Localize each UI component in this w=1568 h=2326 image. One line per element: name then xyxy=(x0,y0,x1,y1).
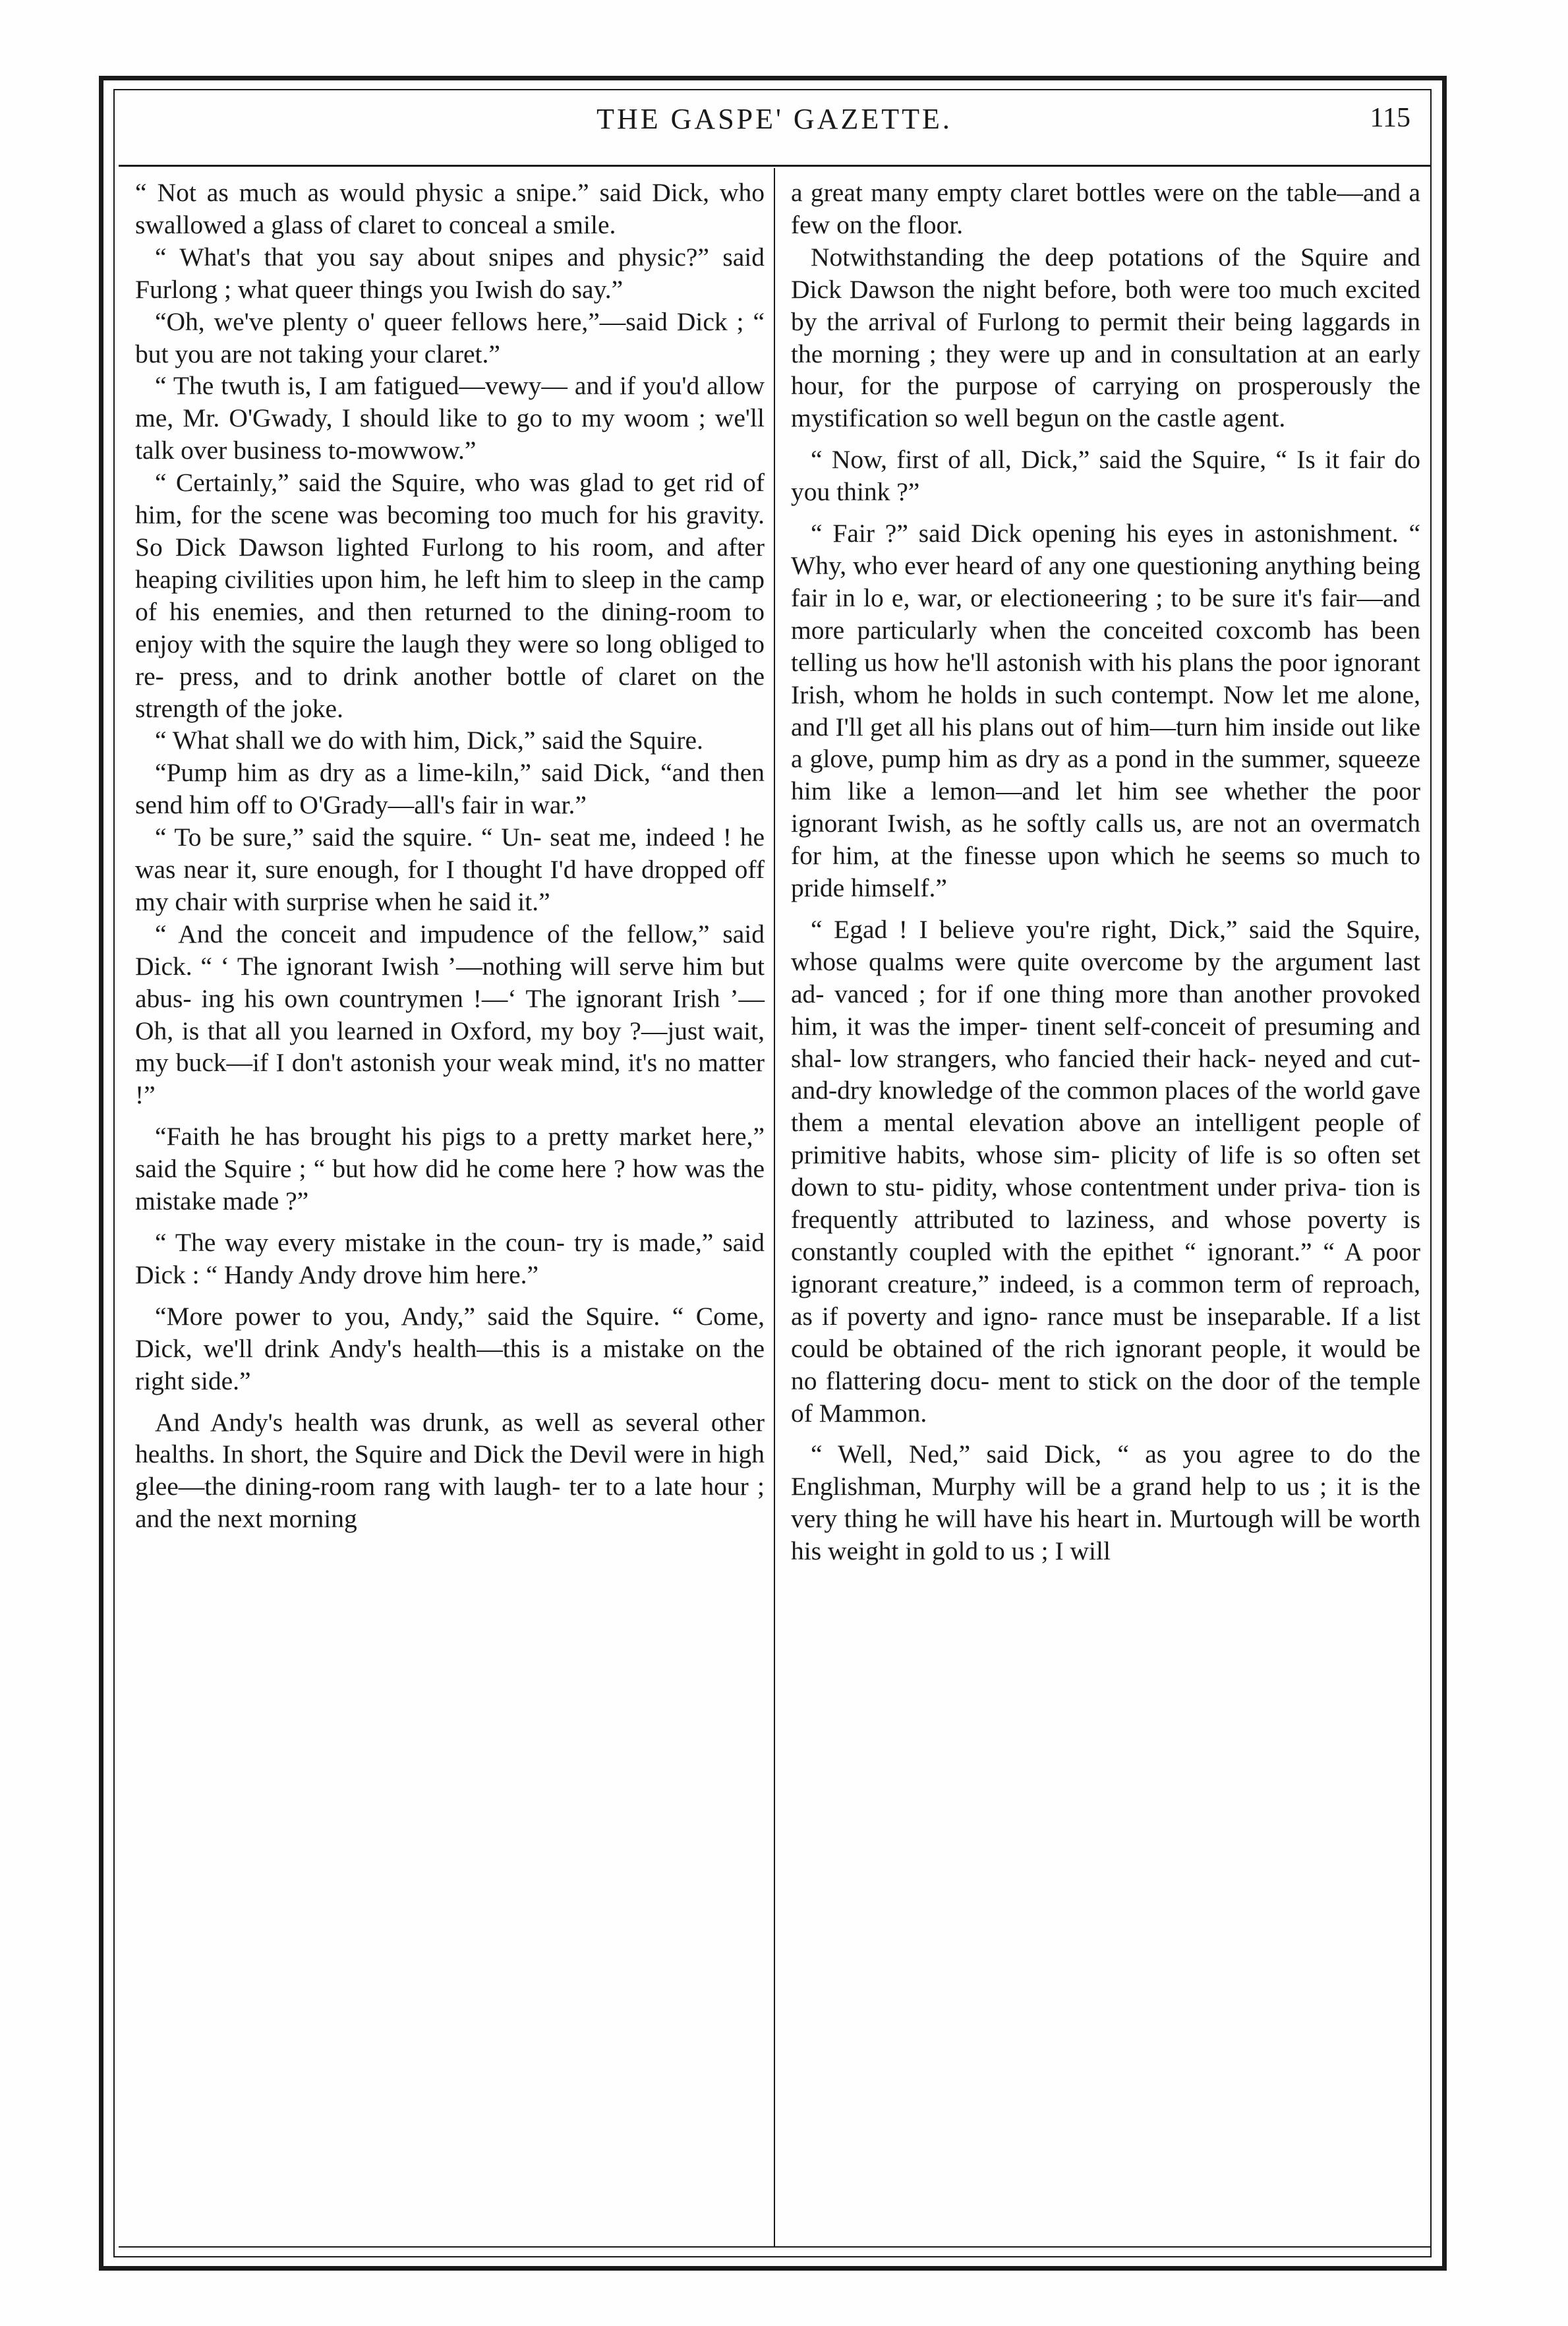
paragraph: a great many empty claret bottles were on the table—and a few on the floor. xyxy=(791,178,1420,239)
paragraph: “ What shall we do with him, Dick,” said the Squire. xyxy=(155,726,703,755)
paragraph: “ Fair ?” said Dick opening his eyes in astonishment. “ Why, who ever heard of any one questioning anything being fair in lo e, war, or electioneering ; to be sure it's fair—and more particularly when the conceited coxcomb has been telling us how he'll astonish with his plans the poor ignorant Irish, whom he holds in such contempt. Now let me alone, and I'll get all his plans out of him—turn him inside out like a glove, pump him as dry as a pond in the summer, squeeze him like a lemon—and let him see whether the poor ignorant Iwish, as he softly calls us, are not an overmatch for him, at the finesse upon which he seems so much to pride himself.” xyxy=(791,519,1420,903)
paragraph: “Pump him as dry as a lime-kiln,” said Dick, “and then send him off to O'Grady—all's fair in war.” xyxy=(135,758,765,820)
right-column xyxy=(791,177,1420,1567)
column-divider xyxy=(774,168,775,2248)
header-rule xyxy=(119,165,1430,167)
paragraph: Notwithstanding the deep potations of the Squire and Dick Dawson the night before, both were too much excited by the arrival of Furlong to permit their being laggards in the morning ; they were up and in consultation at an early hour, for the purpose of carrying on prosperously the mystification so well begun on the castle agent. xyxy=(791,242,1420,433)
paragraph: “ Not as much as would physic a snipe.” said Dick, who swallowed a glass of claret to conceal a smile. xyxy=(135,178,765,239)
page-number: 115 xyxy=(1370,103,1410,133)
paragraph: And Andy's health was drunk, as well as several other healths. In short, the Squire and Dick the Devil were in high glee—the dining-room rang with laugh- ter to a late hour ; and the next morning xyxy=(135,1407,765,1534)
paragraph: “ Egad ! I believe you're right, Dick,” said the Squire, whose qualms were quite overcome by the argument last ad- vanced ; for if one thing more than another provoked him, it was the imper- tinent self-conceit of presuming and shal- low strangers, who fancied their hack- neyed and cut-and-dry knowledge of the common places of the world gave them a mental elevation above an intelligent people of primitive habits, whose sim- plicity of life is so often set down to stu- pidity, whose contentment under priva- tion is frequently attributed to laziness, and whose poverty is constantly coupled with the epithet “ ignorant.” “ A poor ignorant creature,” indeed, is a common term of reproach, as if poverty and igno- rance must be inseparable. If a list could be obtained of the rich ignorant people, it would be no flattering docu- ment to stick on the door of the temple of Mammon. xyxy=(791,914,1420,1428)
paragraph: “ And the conceit and impudence of the fellow,” said Dick. “ ‘ The ignorant Iwish ’—nothing will serve him but abus- ing his own countrymen !—‘ The ignorant Irish ’—Oh, is that all you learned in Oxford, my boy ?—just wait, my buck—if I don't astonish your weak mind, it's no matter !” xyxy=(135,919,765,1110)
paragraph: “ The way every mistake in the coun- try is made,” said Dick : “ Handy Andy drove him here.” xyxy=(135,1228,765,1289)
paragraph: “ To be sure,” said the squire. “ Un- seat me, indeed ! he was near it, sure enough, for I thought I'd have dropped off my chair with surprise when he said it.” xyxy=(135,823,765,916)
running-header xyxy=(119,89,1430,165)
footer-rule xyxy=(119,2246,1430,2248)
paragraph: “Oh, we've plenty o' queer fellows here,”—said Dick ; “ but you are not taking your claret.” xyxy=(135,306,765,368)
paragraph: “ What's that you say about snipes and physic?” said Furlong ; what queer things you Iwish do say.” xyxy=(135,242,765,304)
paragraph: “ The twuth is, I am fatigued—vewy— and if you'd allow me, Mr. O'Gwady, I should like to go to my woom ; we'll talk over business to-mowwow.” xyxy=(135,371,765,465)
paragraph: “ Well, Ned,” said Dick, “ as you agree to do the Englishman, Murphy will be a grand help to us ; it is the very thing he will have his heart in. Murtough will be worth his weight in gold to us ; I will xyxy=(791,1439,1420,1566)
paragraph: “Faith he has brought his pigs to a pretty market here,” said the Squire ; “ but how did he come here ? how was the mistake made ?” xyxy=(135,1122,765,1216)
paragraph: “ Now, first of all, Dick,” said the Squire, “ Is it fair do you think ?” xyxy=(791,445,1420,507)
left-column xyxy=(135,177,765,1535)
page-title: THE GASPE' GAZETTE. xyxy=(596,103,952,135)
paragraph: “More power to you, Andy,” said the Squire. “ Come, Dick, we'll drink Andy's health—this is a mistake on the right side.” xyxy=(135,1301,765,1395)
paragraph: “ Certainly,” said the Squire, who was glad to get rid of him, for the scene was becoming too much for his gravity. So Dick Dawson lighted Furlong to his room, and after heaping civilities upon him, he left him to sleep in the camp of his enemies, and then returned to the dining-room to enjoy with the squire the laugh they were so long obliged to re- press, and to drink another bottle of claret on the strength of the joke. xyxy=(135,468,765,723)
